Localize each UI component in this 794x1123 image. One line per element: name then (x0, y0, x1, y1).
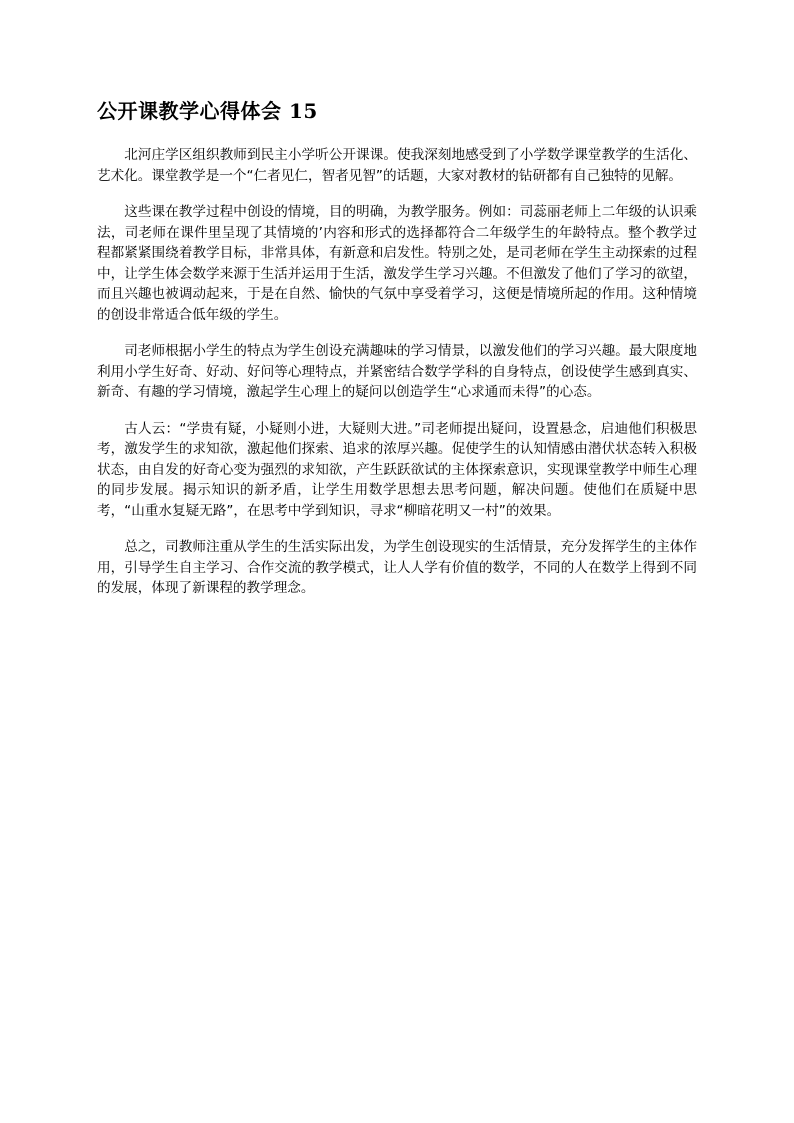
paragraph-1: 北河庄学区组织教师到民主小学听公开课课。使我深刻地感受到了小学数学课堂教学的生活化、艺术化。课堂教学是一个“仁者见仁，智者见智”的话题，大家对教材的钻研都有自己独特的见解。 (97, 147, 697, 184)
document-page (97, 97, 697, 615)
paragraph-3: 司老师根据小学生的特点为学生创设充满趣味的学习情景，以激发他们的学习兴趣。最大限度地利用小学生好奇、好动、好问等心理特点，并紧密结合数学学科的自身特点，创设使学生感到真实、新奇、有趣的学习情境，激起学生心理上的疑问以创造学生“心求通而未得”的心态。 (97, 343, 697, 400)
paragraph-4: 古人云：“学贵有疑，小疑则小进，大疑则大进。”司老师提出疑问，设置悬念，启迪他们积极思考，激发学生的求知欲，激起他们探索、追求的浓厚兴趣。促使学生的认知情感由潜伏状态转入积极状态，由自发的好奇心变为强烈的求知欲，产生跃跃欲试的主体探索意识，实现课堂教学中师生心理的同步发展。揭示知识的新矛盾，让学生用数学思想去思考问题，解决问题。使他们在质疑中思考，“山重水复疑无路”，在思考中学到知识，寻求“柳暗花明又一村”的效果。 (97, 420, 697, 519)
page-title: 公开课教学心得体会 15 (97, 99, 318, 123)
paragraph-5: 总之，司教师注重从学生的生活实际出发，为学生创设现实的生活情景，充分发挥学生的主体作用，引导学生自主学习、合作交流的教学模式，让人人学有价值的数学，不同的人在数学上得到不同的发展，体现了新课程的教学理念。 (97, 539, 697, 596)
paragraph-2: 这些课在教学过程中创设的情境，目的明确，为教学服务。例如：司蕊丽老师上二年级的认识乘法，司老师在课件里呈现了其情境的’内容和形式的选择都符合二年级学生的年龄特点。整个教学过程都紧紧围绕着教学目标，非常具体，有新意和启发性。特别之处，是司老师在学生主动探索的过程中，让学生体会数学来源于生活并运用于生活，激发学生学习兴趣。不但激发了他们了学习的欲望，而且兴趣也被调动起来，于是在自然、愉快的气氛中享受着学习，这便是情境所起的作用。这种情境的创设非常适合低年级的学生。 (97, 204, 697, 323)
